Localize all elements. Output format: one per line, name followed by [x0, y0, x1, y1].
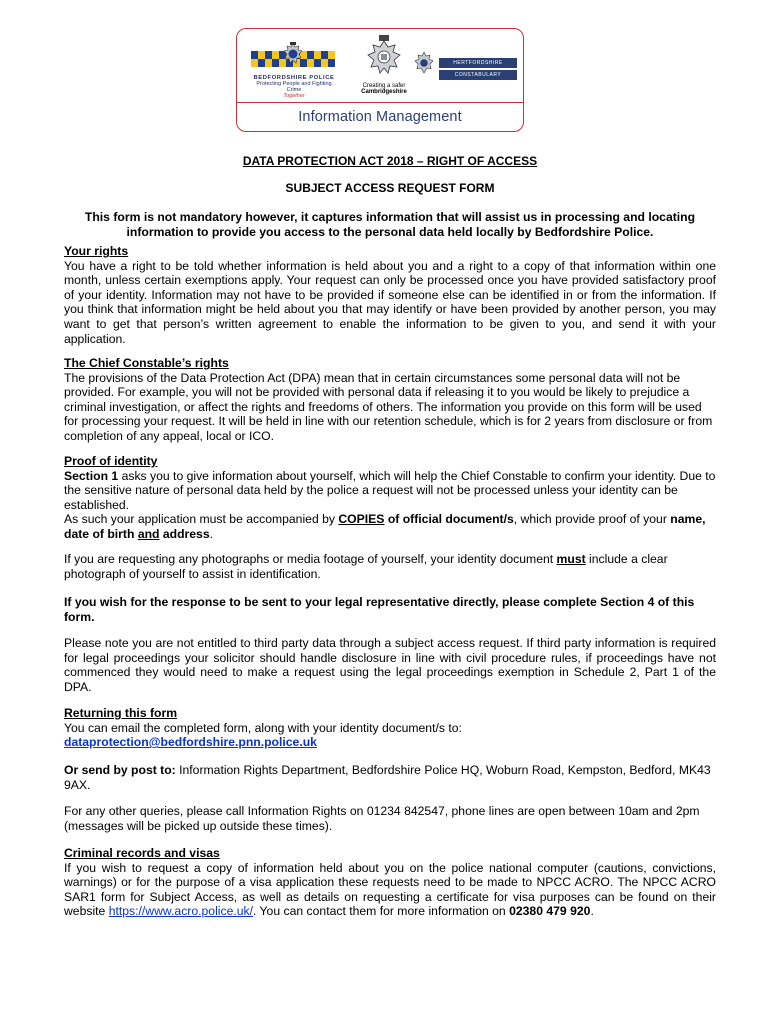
cambs-tagline: Creating a safer: [362, 83, 406, 89]
form-title: SUBJECT ACCESS REQUEST FORM: [285, 181, 495, 195]
acro-website-link[interactable]: https://www.acro.police.uk/: [108, 904, 253, 919]
proof-para-2: As such your application must be accompanied by COPIES of official document/s, which provide proof of your name, date of birth and address.: [64, 512, 706, 541]
herts-line1: HERTFORDSHIRE: [439, 58, 517, 68]
proof-of-identity-section: [64, 454, 716, 542]
acro-phone: 02380 479 920: [509, 904, 591, 919]
criminal-records-body: If you wish to request a copy of information held about you on the police national computer (cautions, convictions, warnings) or for the purpose of a visa application these requests need to be made to NPCC ACRO. The NPCC ACRO SAR1 form for Subject Access, as well as details on requesting a certificate for visa purposes can be found on their website https://www.acro.police.uk/. You can contact them for more information on 02380 479 920.: [64, 860, 716, 919]
queries-note: For any other queries, please call Information Rights on 01234 842547, phone lines are open between 10am and 2pm (messages will be picked up outside these times).: [64, 804, 700, 833]
intro-statement: This form is not mandatory however, it captures information that will assist us in processing and locating information to provide you access to the personal data held locally by Bedfordshire Police.: [84, 210, 696, 239]
header-logo-panel: [236, 28, 524, 132]
act-title: DATA PROTECTION ACT 2018 – RIGHT OF ACCESS: [242, 154, 538, 168]
must-emphasis: must: [556, 552, 586, 566]
third-party-note: Please note you are not entitled to third party data through a subject access request. If third party information is required for legal proceedings your solicitor should handle disclosure in line with civil procedure rules, if proceedings have not commenced they would need to make a request using the legal proceedings exemption in Schedule 2, Part 1 of the DPA.: [64, 636, 716, 694]
police-crest-icon: [280, 42, 306, 72]
cambs-name: Cambridgeshire: [361, 89, 407, 95]
returning-section: [64, 706, 716, 750]
proof-para-1: Section 1 asks you to give information about yourself, which will help the Chief Constable to confirm your identity. Due to the sensitive nature of personal data held by the police a request will not be processed unless your identity can be established.: [64, 468, 716, 512]
criminal-records-section: [64, 846, 716, 919]
police-tagline-together: Together: [283, 93, 305, 99]
returning-body: You can email the completed form, along with your identity document/s to:: [64, 720, 462, 735]
chief-constable-heading: The Chief Constable’s rights: [64, 356, 229, 370]
photograph-note: If you are requesting any photographs or media footage of yourself, your identity document must include a clear photograph of yourself to assist in identification.: [64, 552, 668, 581]
post-address: Or send by post to: Information Rights Department, Bedfordshire Police HQ, Woburn Road, Kempston, Bedford, MK43 9AX.: [64, 763, 711, 792]
your-rights-heading: Your rights: [64, 244, 129, 258]
hertfordshire-crest-icon: [413, 51, 435, 79]
section1-label: Section 1: [64, 468, 119, 483]
criminal-records-heading: Criminal records and visas: [64, 846, 220, 860]
post-label: Or send by post to:: [64, 763, 176, 777]
chief-constable-body: The provisions of the Data Protection Act (DPA) mean that in certain circumstances some personal data will not be provided. For example, you will not be provided with personal data if releasing it to you would be likely to prejudice a criminal investigation, or affect the rights and freedoms of others. The information you provide on this form will be used for processing your request. It will be held in line with our retention schedule, which is for 2 years from disclosure or from completion of any appeal, local or ICO.: [64, 370, 713, 443]
police-tagline: Protecting People and Fighting Crime: [256, 81, 332, 93]
email-link[interactable]: dataprotection@bedfordshire.pnn.police.uk: [64, 735, 317, 750]
herts-line2: CONSTABULARY: [439, 70, 517, 80]
legal-representative-note: If you wish for the response to be sent to your legal representative directly, please complete Section 4 of this form.: [64, 595, 695, 624]
your-rights-body: You have a right to be told whether information is held about you and a right to a copy of that information within one month, unless certain exemptions apply. Your request can only be processed once you have provided satisfactory proof of your identity. Information may not have to be provided if someone else can be identified in or from the information. If you think that information might be held about you that may identify or have been provided by another person, you may want to get that person’s written agreement to enable the information to be given to you, and send it with your application.: [64, 258, 716, 346]
your-rights-section: [64, 244, 716, 346]
copies-emphasis: COPIES: [338, 512, 385, 527]
proof-of-identity-heading: Proof of identity: [64, 454, 158, 468]
hertfordshire-logo: [413, 51, 519, 91]
information-management-banner: Information Management: [237, 102, 523, 131]
cambridgeshire-crest-icon: [364, 35, 404, 81]
returning-heading: Returning this form: [64, 706, 178, 720]
police-name: BEDFORDSHIRE POLICE: [253, 75, 335, 81]
chief-constable-section: [64, 356, 716, 444]
